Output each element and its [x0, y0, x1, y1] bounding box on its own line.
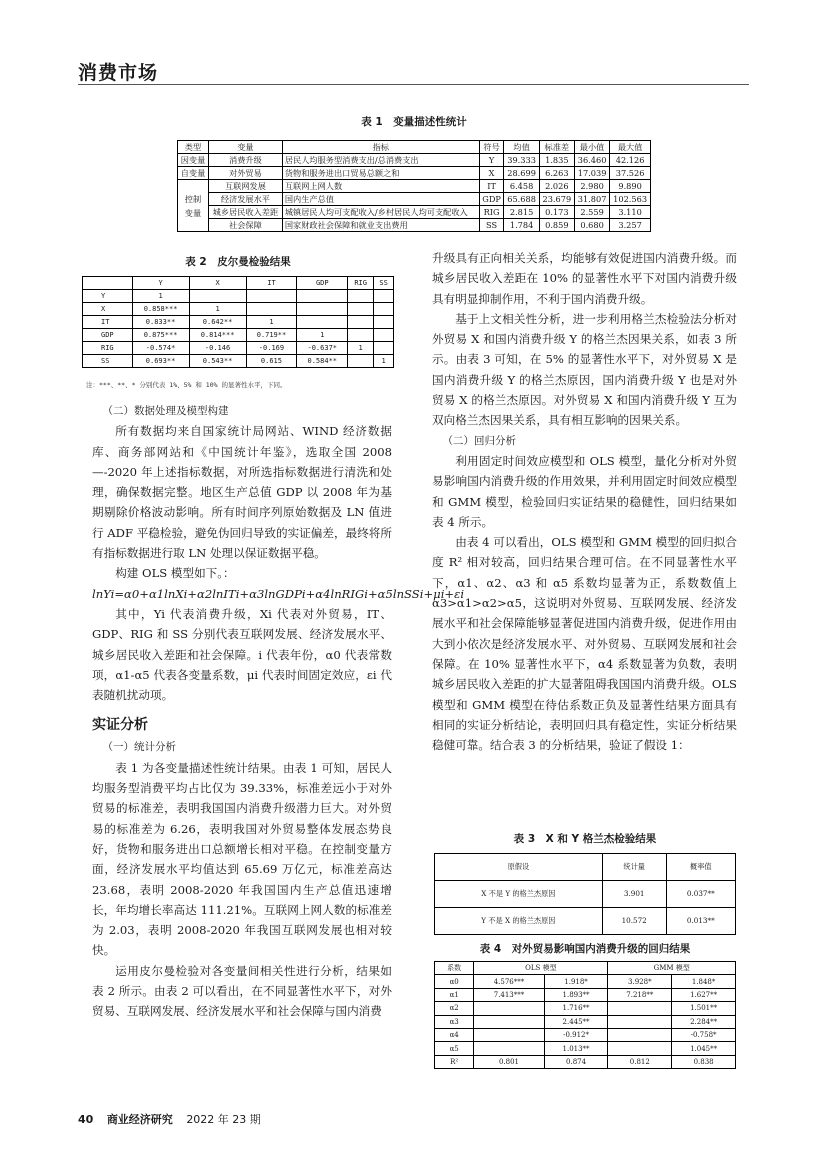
- table-cell: 1.045**: [672, 1042, 736, 1055]
- table-cell: [348, 329, 374, 342]
- table2-header: Y: [132, 277, 189, 290]
- table-cell: X 不是 Y 的格兰杰原因: [435, 881, 603, 908]
- table-cell: [297, 316, 348, 329]
- table-cell: Y: [83, 290, 133, 303]
- table-cell: 3.110: [610, 206, 651, 219]
- table-cell: -0.912*: [544, 1028, 608, 1041]
- table-cell: [246, 290, 297, 303]
- table-cell: [474, 1002, 544, 1015]
- table1-header-row: [178, 141, 651, 154]
- paragraph: 由表 4 可以看出，OLS 模型和 GMM 模型的回归拟合度 R² 相对较高，回归结果合理可信。在不同显著性水平下，α1、α2、α3 和 α5 系数均显著为正，系数数值上 α3>α1>α2>α5，这说明对外贸易、互联网发展、经济发展水平和社会保障能够显著促进国内消费升级，促进作用由大到小依次是经济发展水平、对外贸易、互联网发展和社会保障。在 10% 显著性水平下，α4 系数显著为负数，表明城乡居民收入差距的扩大显著阻碍我国国内消费升级。OLS 模型和 GMM 模型在待估系数正负及显著性结果方面具有相同的实证分析结论，表明回归具有稳定性，实证分析结果稳健可靠。结合表 3 的分析结果，验证了假设 1：: [432, 535, 737, 753]
- table1-header: 最大值: [610, 141, 651, 154]
- table-cell: 0.801: [474, 1055, 544, 1068]
- table-cell: [348, 355, 374, 368]
- table-cell: IT: [479, 180, 504, 193]
- table-cell: 1: [189, 303, 246, 316]
- table-row: [435, 1015, 736, 1028]
- table-cell: 3.928*: [608, 975, 672, 988]
- table4: [434, 961, 736, 1069]
- table-cell: [608, 1002, 672, 1015]
- table-cell: 1.013**: [544, 1042, 608, 1055]
- table-cell: [608, 1015, 672, 1028]
- table2-header: RIG: [348, 277, 374, 290]
- table-cell: 0.584**: [297, 355, 348, 368]
- table-cell: 消费升级: [208, 154, 282, 167]
- table-cell: 1.784: [504, 219, 539, 232]
- table1-type: 控制 变量: [178, 180, 209, 232]
- table-cell: Y: [479, 154, 504, 167]
- table-cell: 0.833**: [132, 316, 189, 329]
- table-row: [178, 193, 651, 206]
- table2-caption: 表 2 皮尔曼检验结果: [185, 256, 291, 268]
- table1-header: 符号: [479, 141, 504, 154]
- table-cell: 0.013**: [666, 908, 735, 935]
- table-cell: [246, 303, 297, 316]
- table-cell: 0.859: [539, 219, 574, 232]
- table-cell: 1: [348, 342, 374, 355]
- table-cell: 31.807: [574, 193, 609, 206]
- table-cell: [608, 1042, 672, 1055]
- table3-header: 原假设: [435, 854, 603, 881]
- table-cell: 0.173: [539, 206, 574, 219]
- table-cell: -0.169: [246, 342, 297, 355]
- table-cell: 社会保障: [208, 219, 282, 232]
- table-cell: 1.918*: [544, 975, 608, 988]
- table-row: [435, 1028, 736, 1041]
- table-cell: α0: [435, 975, 474, 988]
- table-cell: 2.284**: [672, 1015, 736, 1028]
- table-cell: 经济发展水平: [208, 193, 282, 206]
- table-cell: 2.026: [539, 180, 574, 193]
- table1-header: 最小值: [574, 141, 609, 154]
- table-cell: α4: [435, 1028, 474, 1041]
- table-cell: 互联网上网人数: [282, 180, 479, 193]
- equation: lnYi=α0+α1lnXi+α2lnITi+α3lnGDPi+α4lnRIGi+α5lnSSi+μi+εi: [92, 586, 465, 601]
- table-row: [435, 881, 736, 908]
- table-cell: 7.413***: [474, 988, 544, 1001]
- table-row: [435, 1042, 736, 1055]
- table-cell: 65.688: [504, 193, 539, 206]
- table-cell: [374, 303, 394, 316]
- subsection-heading: （二）回归分析: [442, 434, 516, 447]
- table-cell: 0.037**: [666, 881, 735, 908]
- table-cell: IT: [83, 316, 133, 329]
- paragraph: 升级具有正向相关关系，均能够有效促进国内消费升级。而城乡居民收入差距在 10% 的显著性水平下对国内消费升级具有明显抑制作用，不利于国内消费升级。: [432, 251, 737, 306]
- table-cell: 1.627**: [672, 988, 736, 1001]
- footer: [78, 1111, 261, 1127]
- table-cell: [474, 1028, 544, 1041]
- page-number: 40: [78, 1113, 94, 1126]
- table-cell: α1: [435, 988, 474, 1001]
- table-row: [178, 219, 651, 232]
- table-cell: 国内生产总值: [282, 193, 479, 206]
- paragraph: 构建 OLS 模型如下。：: [115, 566, 235, 581]
- table-cell: 货物和服务进出口贸易总额之和: [282, 167, 479, 180]
- table-cell: 102.563: [610, 193, 651, 206]
- table-row: [435, 908, 736, 935]
- table-row: [435, 988, 736, 1001]
- table1-header: 标准差: [539, 141, 574, 154]
- table4-caption: 表 4 对外贸易影响国内消费升级的回归结果: [479, 943, 691, 955]
- table-cell: [297, 303, 348, 316]
- table2-header: GDP: [297, 277, 348, 290]
- table1-header: 变量: [208, 141, 282, 154]
- table-cell: 39.333: [504, 154, 539, 167]
- table-cell: [348, 290, 374, 303]
- table-cell: 1.835: [539, 154, 574, 167]
- table-cell: 0.543**: [189, 355, 246, 368]
- table-cell: [348, 303, 374, 316]
- table-cell: 1.848*: [672, 975, 736, 988]
- subsection-heading: （一）统计分析: [102, 741, 176, 754]
- table-cell: X: [479, 167, 504, 180]
- table-cell: [189, 290, 246, 303]
- table-cell: [374, 342, 394, 355]
- table-cell: 3.257: [610, 219, 651, 232]
- table-cell: 0.719**: [246, 329, 297, 342]
- table1-header: 均值: [504, 141, 539, 154]
- table-row: [178, 206, 651, 219]
- table-cell: 0.615: [246, 355, 297, 368]
- table-cell: 7.218**: [608, 988, 672, 1001]
- subsection-heading: （二）数据处理及模型构建: [102, 405, 229, 417]
- table2-header: IT: [246, 277, 297, 290]
- table-cell: α2: [435, 1002, 474, 1015]
- table-cell: 城镇居民人均可支配收入/乡村居民人均可支配收入: [282, 206, 479, 219]
- table-cell: 2.559: [574, 206, 609, 219]
- table-cell: 1: [374, 355, 394, 368]
- table-row: [435, 1055, 736, 1068]
- table-cell: 国家财政社会保障和就业支出费用: [282, 219, 479, 232]
- table3-caption: 表 3 X 和 Y 格兰杰检验结果: [513, 833, 657, 845]
- table3-header: 统计量: [602, 854, 666, 881]
- table-cell: [374, 329, 394, 342]
- table-cell: 1.893**: [544, 988, 608, 1001]
- table-cell: 6.263: [539, 167, 574, 180]
- table-cell: 0.812: [608, 1055, 672, 1068]
- table-cell: 0.680: [574, 219, 609, 232]
- table-row: [178, 167, 651, 180]
- table-cell: 17.039: [574, 167, 609, 180]
- paragraph: 基于上文相关性分析，进一步利用格兰杰检验法分析对外贸易 X 和国内消费升级 Y 的格兰杰因果关系，如表 3 所示。由表 3 可知，在 5% 的显著性水平下，对外贸易 X 是国内消费升级 Y 的格兰杰原因，国内消费升级 Y 也是对外贸易 X 的格兰杰原因。对外贸易 X 和国内消费升级 Y 互为双向格兰杰因果关系，具有相互影响的因果关系。: [432, 311, 737, 428]
- table-cell: 居民人均服务型消费支出/总消费支出: [282, 154, 479, 167]
- table-cell: [374, 290, 394, 303]
- table1-type: 因变量: [178, 154, 209, 167]
- table-cell: 2.815: [504, 206, 539, 219]
- section-heading: 实证分析: [92, 717, 148, 734]
- table2-header: [83, 277, 133, 290]
- table-cell: α3: [435, 1015, 474, 1028]
- table-cell: 1: [246, 316, 297, 329]
- table-cell: 37.526: [610, 167, 651, 180]
- table-row: [83, 342, 394, 355]
- table-cell: 0.875***: [132, 329, 189, 342]
- table-cell: 23.679: [539, 193, 574, 206]
- table-cell: 2.980: [574, 180, 609, 193]
- table-row: [83, 290, 394, 303]
- table-cell: [474, 1042, 544, 1055]
- table-cell: 28.699: [504, 167, 539, 180]
- table-cell: 42.126: [610, 154, 651, 167]
- issue-label: 2022 年 23 期: [186, 1113, 261, 1126]
- table-cell: SS: [479, 219, 504, 232]
- table-cell: [297, 290, 348, 303]
- table-cell: [608, 1028, 672, 1041]
- table-cell: -0.637*: [297, 342, 348, 355]
- paragraph: 所有数据均来自国家统计局网站、WIND 经济数据库、商务部网站和《中国统计年鉴》，选取全国 2008—-2020 年上述指标数据，对所选指标数据进行清洗和处理，确保数据完整。地区生产总值 GDP 以 2008 年为基期剔除价格波动影响。所有时间序列原始数据及 LN 值进行 ADF 平稳检验，避免伪回归导致的实证偏差，最终将所有指标数据进行取 LN 处理以保证数据平稳。: [92, 424, 392, 561]
- table1: [177, 140, 651, 232]
- table3: [434, 853, 736, 935]
- table-row: [83, 316, 394, 329]
- paragraph: 运用皮尔曼检验对各变量间相关性进行分析，结果如表 2 所示。由表 2 可以看出，在不同显著性水平下，对外贸易、互联网发展、经济发展水平和社会保障与国内消费: [92, 963, 392, 1019]
- table-cell: 10.572: [602, 908, 666, 935]
- table4-header: OLS 模型: [474, 962, 608, 975]
- table-cell: -0.146: [189, 342, 246, 355]
- table1-caption: 表 1 变量描述性统计: [361, 116, 467, 128]
- table-cell: 0.642**: [189, 316, 246, 329]
- table-cell: 0.838: [672, 1055, 736, 1068]
- table-cell: 0.693**: [132, 355, 189, 368]
- table2-note: 注：***、**、* 分别代表 1%、5% 和 10% 的显著性水平，下同。: [86, 381, 287, 389]
- table-row: [178, 180, 651, 193]
- table-cell: 互联网发展: [208, 180, 282, 193]
- table-cell: -0.574*: [132, 342, 189, 355]
- table2-header: SS: [374, 277, 394, 290]
- table-cell: GDP: [479, 193, 504, 206]
- table-cell: 36.460: [574, 154, 609, 167]
- table4-header: GMM 模型: [608, 962, 736, 975]
- table-cell: 4.576***: [474, 975, 544, 988]
- table4-header-row: [435, 962, 736, 975]
- table-cell: 城乡居民收入差距: [208, 206, 282, 219]
- paragraph: 利用固定时间效应模型和 OLS 模型，量化分析对外贸易影响国内消费升级的作用效果，并利用固定时间效应模型和 GMM 模型，检验回归实证结果的稳健性，回归结果如表 4 所示。: [432, 453, 737, 529]
- table-cell: 1: [297, 329, 348, 342]
- table2-header: X: [189, 277, 246, 290]
- table-cell: 9.890: [610, 180, 651, 193]
- section-title: 消费市场: [78, 62, 159, 84]
- table-cell: 1.716**: [544, 1002, 608, 1015]
- left-column: [92, 401, 465, 1022]
- table-cell: 1.501**: [672, 1002, 736, 1015]
- table-cell: -0.758*: [672, 1028, 736, 1041]
- paragraph: 其中，Yi 代表消费升级，Xi 代表对外贸易，IT、GDP、RIG 和 SS 分别代表互联网发展、经济发展水平、城乡居民收入差距和社会保障。i 代表年份，α0 代表常数项，α1-α5 代表各变量系数，μi 代表时间固定效应，εi 代表随机扰动项。: [92, 606, 392, 703]
- table-cell: RIG: [479, 206, 504, 219]
- table-cell: 2.445**: [544, 1015, 608, 1028]
- table2-header-row: [83, 277, 394, 290]
- paragraph: 表 1 为各变量描述性统计结果。由表 1 可知，居民人均服务型消费平均占比仅为 39.33%，标准差远小于对外贸易的标准差，表明我国国内消费升级潜力巨大。对外贸易的标准差为 6.26，表明我国对外贸易整体发展态势良好，货物和服务进出口总额增长相对平稳。在控制变量方面，经济发展水平均值达到 65.69 万亿元，标准差高达 23.68，表明 2008-2020 年我国国内生产总值迅速增长，年均增长率高达 111.21%。互联网上网人数的标准差为 2.03，表明 2008-2020 年我国互联网发展也相对较快。: [92, 760, 392, 958]
- table1-type: 自变量: [178, 167, 209, 180]
- table-cell: 1: [132, 290, 189, 303]
- header-divider: [78, 84, 749, 85]
- table-cell: SS: [83, 355, 133, 368]
- table-cell: 6.458: [504, 180, 539, 193]
- table-cell: Y 不是 X 的格兰杰原因: [435, 908, 603, 935]
- table-cell: 3.901: [602, 881, 666, 908]
- table-cell: [474, 1015, 544, 1028]
- table4-header: 系数: [435, 962, 474, 975]
- table-cell: 0.874: [544, 1055, 608, 1068]
- table-cell: α5: [435, 1042, 474, 1055]
- table-row: [435, 1002, 736, 1015]
- table1-header: 类型: [178, 141, 209, 154]
- right-column: [432, 248, 737, 755]
- table-row: [83, 355, 394, 368]
- table-cell: [374, 316, 394, 329]
- table-cell: RIG: [83, 342, 133, 355]
- table-cell: R²: [435, 1055, 474, 1068]
- table3-header: 概率值: [666, 854, 735, 881]
- table-row: [435, 975, 736, 988]
- table-cell: X: [83, 303, 133, 316]
- table-row: [83, 303, 394, 316]
- table-cell: GDP: [83, 329, 133, 342]
- table-cell: 对外贸易: [208, 167, 282, 180]
- journal-name: 商业经济研究: [106, 1113, 173, 1126]
- table-cell: [348, 316, 374, 329]
- table-row: [178, 154, 651, 167]
- table2: [82, 276, 394, 368]
- table1-header: 指标: [282, 141, 479, 154]
- table-cell: 0.814***: [189, 329, 246, 342]
- table3-header-row: [435, 854, 736, 881]
- table-row: [83, 329, 394, 342]
- table-cell: 0.858***: [132, 303, 189, 316]
